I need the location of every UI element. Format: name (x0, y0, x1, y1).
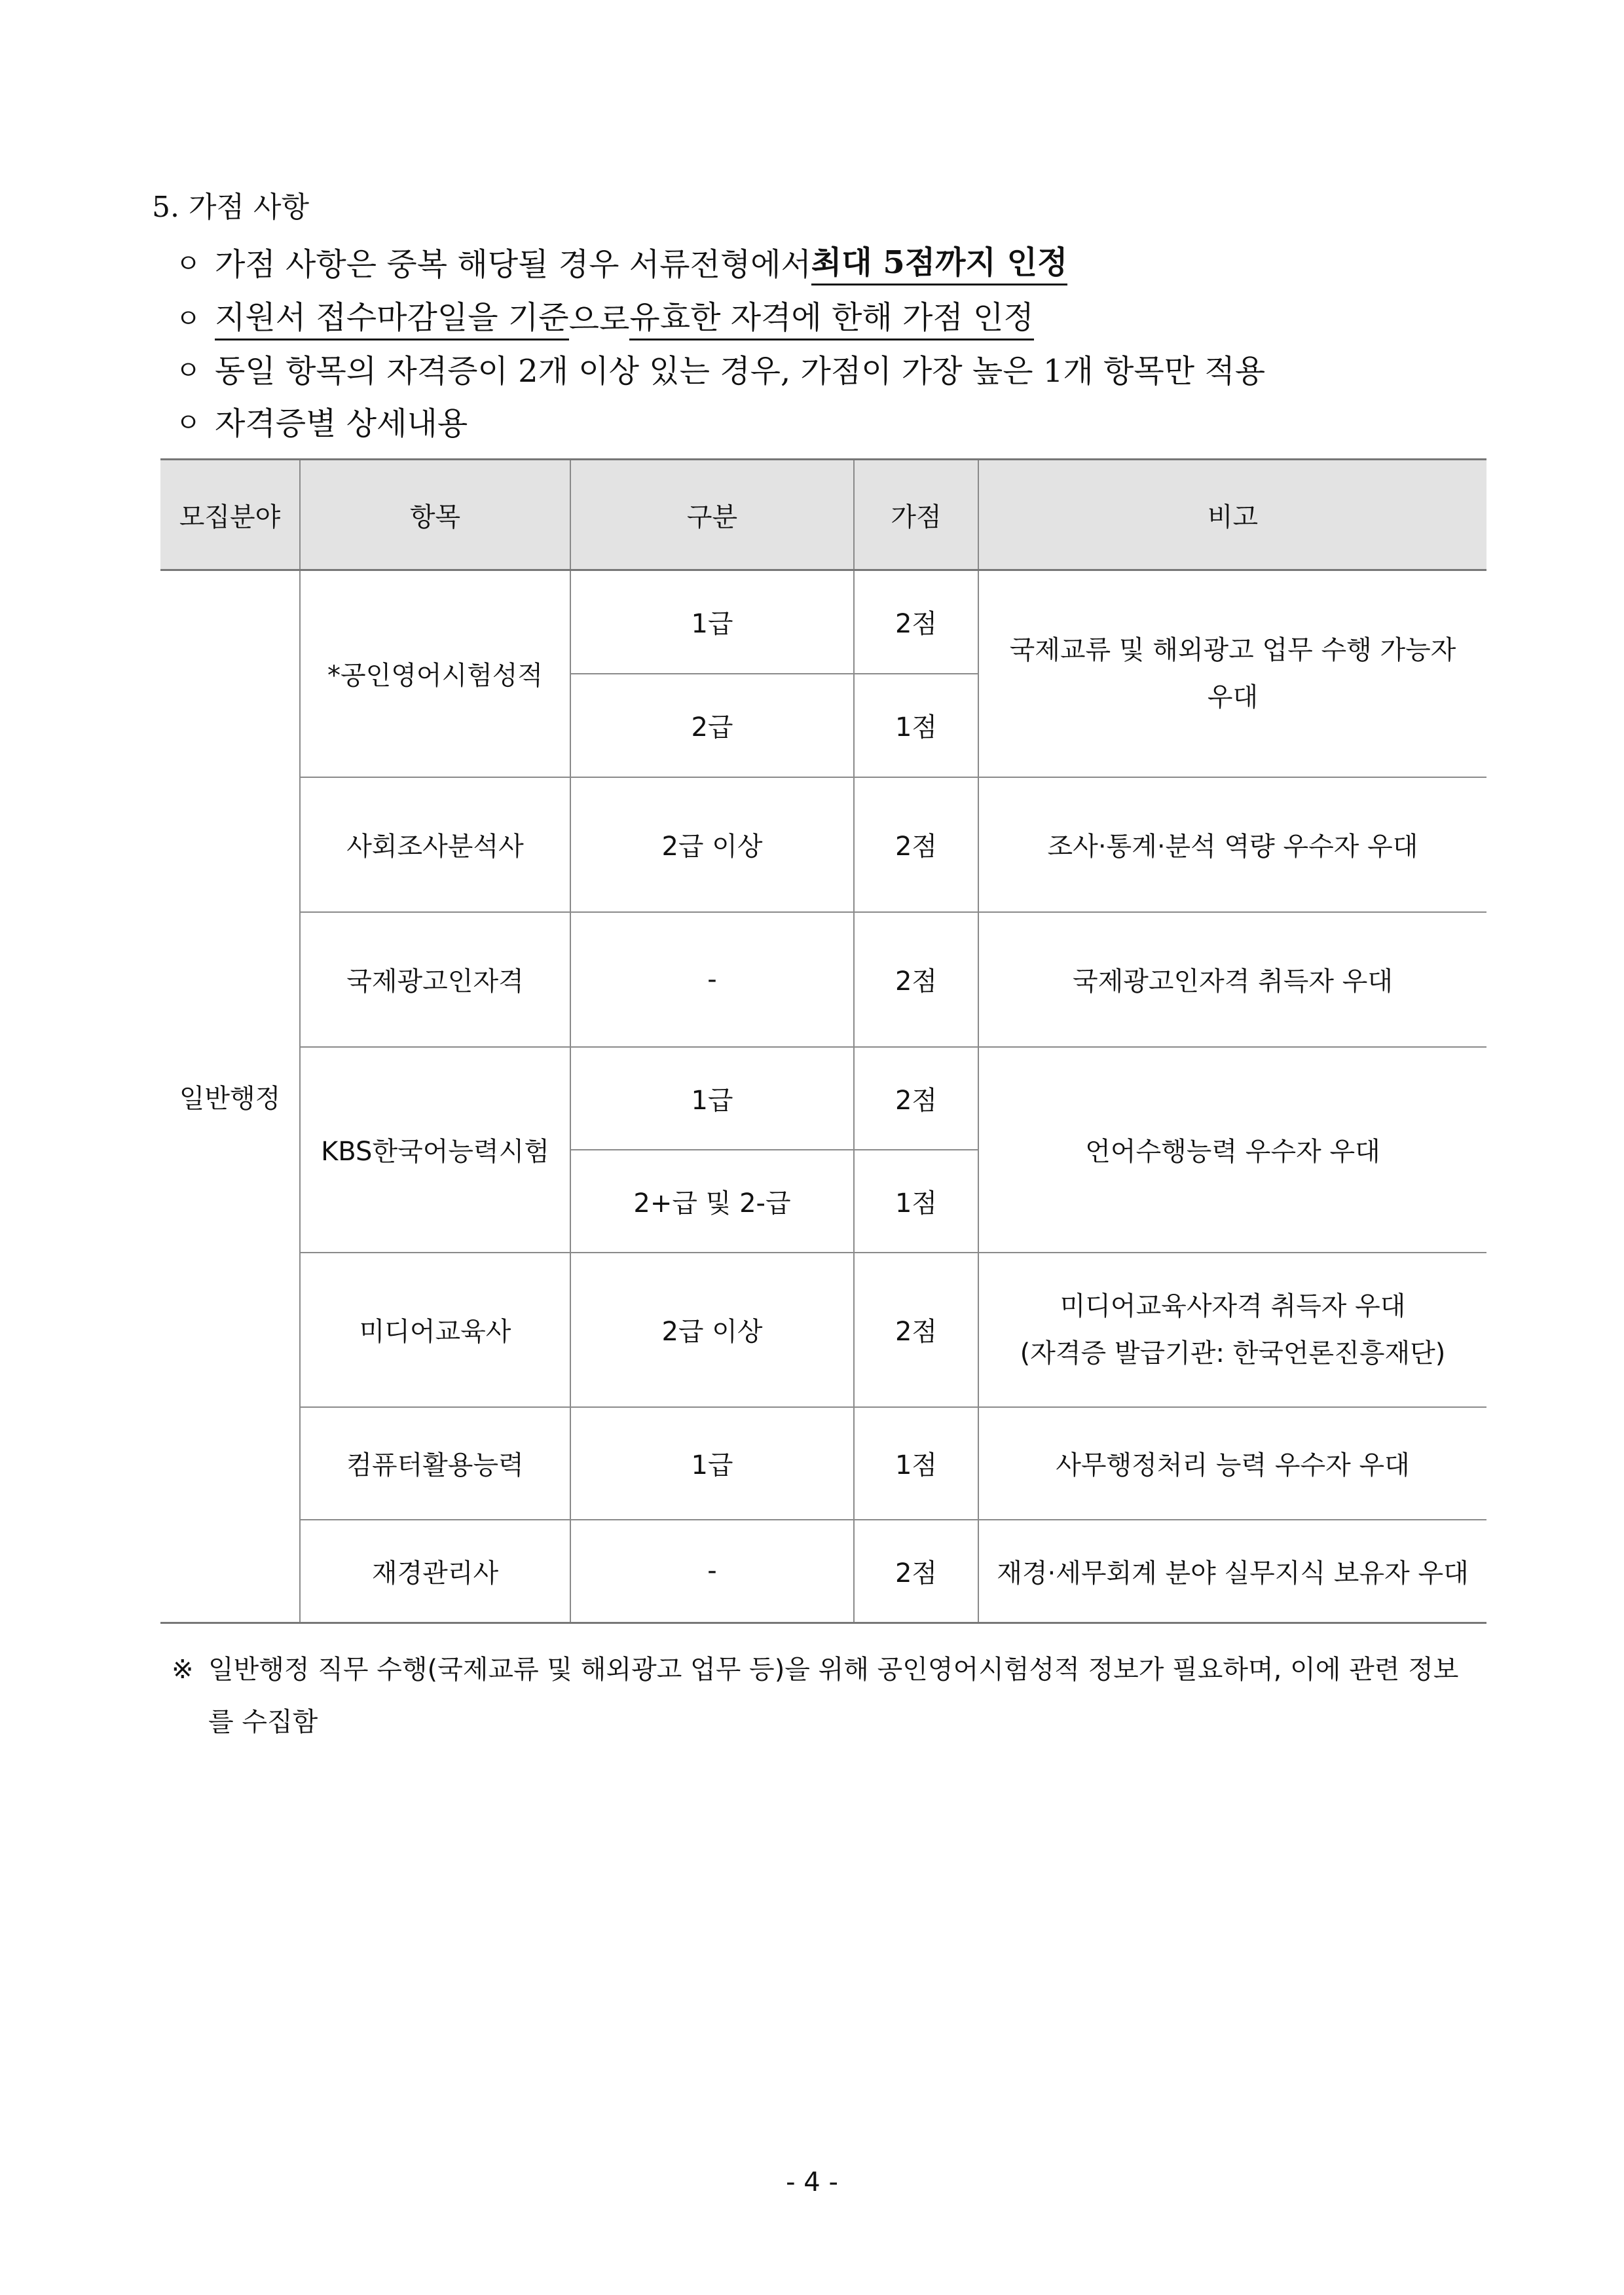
table-row (160, 1520, 1486, 1623)
bullet-text: 자격증별 상세내용 (215, 405, 468, 442)
table-row (160, 777, 1486, 912)
item-cell: 재경관리사 (300, 1520, 570, 1623)
remark-cell: 국제광고인자격 취득자 우대 (978, 912, 1486, 1047)
item-cell: 사회조사분석사 (300, 777, 570, 912)
remark-cell (978, 1253, 1486, 1407)
points-cell: 2점 (854, 1520, 978, 1623)
remark-cell: 사무행정처리 능력 우수자 우대 (978, 1407, 1486, 1520)
remark-line: (자격증 발급기관: 한국언론진흥재단) (1020, 1338, 1446, 1368)
footnote (172, 1643, 1475, 1748)
table-row (160, 570, 1486, 674)
bullet-marker: ㅇ (175, 408, 201, 438)
grade-cell: 1급 (570, 1407, 854, 1520)
grade-cell: 1급 (570, 570, 854, 674)
header-item: 항목 (300, 460, 570, 570)
table-row (160, 1407, 1486, 1520)
bullet-text: 동일 항목의 자격증이 2개 이상 있는 경우, 가점이 가장 높은 1개 항목만 적용 (215, 353, 1266, 390)
item-cell: 미디어교육사 (300, 1253, 570, 1407)
table-header-row (160, 460, 1486, 570)
grade-cell: 2급 이상 (570, 1253, 854, 1407)
item-cell: 국제광고인자격 (300, 912, 570, 1047)
remark-line: 국제교류 및 해외광고 업무 수행 가능자 (1009, 634, 1456, 665)
remark-line: 미디어교육사자격 취득자 우대 (1060, 1291, 1406, 1321)
bullet-max-points (175, 237, 1067, 285)
bullet-text: 가점 사항은 중복 해당될 경우 서류전형에서 (215, 246, 811, 283)
footnote-text: 일반행정 직무 수행(국제교류 및 해외광고 업무 등)을 위해 공인영어시험성적 정보가 필요하며, 이에 관련 정보를 수집함 (208, 1655, 1459, 1737)
section-title: 5. 가점 사항 (152, 191, 309, 224)
points-cell: 2점 (854, 1047, 978, 1150)
bullet-text: 으로 (568, 301, 630, 338)
remark-cell (978, 570, 1486, 777)
points-cell: 1점 (854, 674, 978, 777)
header-field: 모집분야 (160, 460, 300, 570)
table-row (160, 912, 1486, 1047)
remark-line: 우대 (1207, 682, 1259, 712)
header-grade: 구분 (570, 460, 854, 570)
remark-cell: 재경·세무회계 분야 실무지식 보유자 우대 (978, 1520, 1486, 1623)
table-row (160, 1253, 1486, 1407)
bullet-marker: ㅇ (175, 303, 201, 334)
item-cell: KBS한국어능력시험 (300, 1047, 570, 1253)
field-cell: 일반행정 (160, 570, 300, 1623)
remark-cell: 조사·통계·분석 역량 우수자 우대 (978, 777, 1486, 912)
table-row (160, 1047, 1486, 1150)
item-cell: *공인영어시험성적 (300, 570, 570, 777)
points-cell: 1점 (854, 1150, 978, 1253)
points-cell: 2점 (854, 570, 978, 674)
bullet-marker: ㅇ (175, 356, 201, 386)
bullet-details (175, 398, 468, 443)
points-cell: 2점 (854, 912, 978, 1047)
remark-cell: 언어수행능력 우수자 우대 (978, 1047, 1486, 1253)
grade-cell: 1급 (570, 1047, 854, 1150)
header-remark: 비고 (978, 460, 1486, 570)
points-cell: 1점 (854, 1407, 978, 1520)
page-number: - 4 - (786, 2167, 838, 2197)
grade-cell: 2+급 및 2-급 (570, 1150, 854, 1253)
grade-cell: - (570, 912, 854, 1047)
bullet-marker: ㅇ (175, 248, 201, 279)
header-points: 가점 (854, 460, 978, 570)
bullet-emphasis: 최대 5점까지 인정 (811, 237, 1067, 285)
bullet-underline-1: 지원서 접수마감일을 기준 (215, 292, 569, 340)
grade-cell: - (570, 1520, 854, 1623)
bullet-underline-2: 유효한 자격에 한해 가점 인정 (629, 292, 1033, 340)
points-cell: 2점 (854, 777, 978, 912)
item-cell: 컴퓨터활용능력 (300, 1407, 570, 1520)
bullet-duplicate-rule (175, 346, 1265, 391)
grade-cell: 2급 (570, 674, 854, 777)
bullet-valid-qualification (175, 292, 1034, 340)
grade-cell: 2급 이상 (570, 777, 854, 912)
reference-mark: ※ (172, 1655, 194, 1685)
points-cell: 2점 (854, 1253, 978, 1407)
bonus-points-table (160, 458, 1486, 1624)
